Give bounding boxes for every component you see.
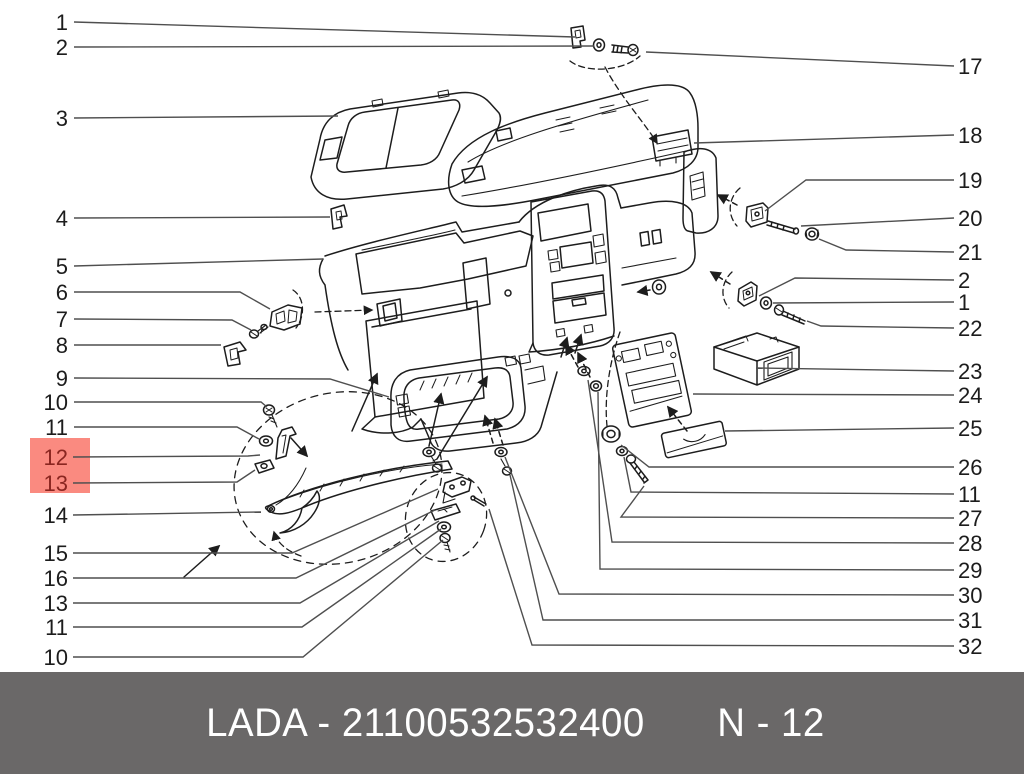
leader-line-left-13 <box>73 470 255 483</box>
arrow-to-cover <box>184 546 219 577</box>
part-label-left-13: 13 <box>43 591 68 616</box>
leader-line-right-30 <box>505 457 954 595</box>
part-label-left-5: 5 <box>55 254 68 279</box>
bolt-27 <box>627 455 649 483</box>
part-label-left-10: 10 <box>43 390 68 415</box>
arrow-12-install <box>291 438 307 456</box>
vent-grille-18 <box>652 130 692 166</box>
grommet-right-arrow <box>638 280 666 294</box>
blank-lid-25 <box>661 421 727 458</box>
leader-line-right-1 <box>773 302 954 303</box>
leader-lines <box>73 22 954 657</box>
part-label-right-30: 30 <box>958 583 983 608</box>
clip-plate-2 <box>738 282 757 306</box>
install-arrow-6 <box>315 310 372 312</box>
leader-line-left-15 <box>73 489 438 553</box>
part-label-right-25: 25 <box>958 416 983 441</box>
leader-line-right-17 <box>646 52 954 66</box>
leader-line-right-26 <box>621 445 954 467</box>
part-label-left-7: 7 <box>55 307 68 332</box>
clip-4 <box>331 205 347 229</box>
spring-nut-13 <box>255 460 274 473</box>
screw-7 <box>250 325 269 339</box>
leader-line-left-16 <box>73 510 435 578</box>
part-label-right-31: 31 <box>958 608 983 633</box>
leader-line-right-21 <box>819 239 954 252</box>
dashed-arc-6 <box>293 290 302 328</box>
part-label-right-11: 11 <box>958 482 981 507</box>
bezel-screw-washer <box>423 448 442 473</box>
leader-line-left-3 <box>74 116 338 118</box>
footer-part-number: LADA - 21100532532400 <box>205 700 645 745</box>
console-faceplate-24 <box>612 332 692 427</box>
clip-plate-16 <box>431 504 460 520</box>
part-label-right-23: 23 <box>958 359 983 384</box>
part-label-right-27: 27 <box>958 506 983 531</box>
part-label-right-18: 18 <box>958 123 983 148</box>
leader-line-left-1 <box>74 22 575 37</box>
leader-line-left-5 <box>74 259 323 266</box>
part-label-left-14: 14 <box>43 503 68 528</box>
center-stack-panel <box>529 191 614 355</box>
leader-line-right-24 <box>693 394 954 395</box>
leader-line-left-13 <box>73 521 439 603</box>
install-arrow-19 <box>718 195 737 205</box>
column-cover-14 <box>266 461 452 533</box>
leader-line-right-18 <box>694 135 954 143</box>
part-label-left-2: 2 <box>55 35 68 60</box>
part-label-left-12-highlighted: 12 <box>43 445 68 470</box>
screw-10 <box>264 405 278 427</box>
screw-10-lower <box>440 534 450 553</box>
stud-20 <box>767 221 799 234</box>
footer-page-ref: N - 12 <box>717 700 826 745</box>
part-label-right-24: 24 <box>958 383 983 408</box>
footer-bar <box>0 672 1024 774</box>
part-label-left-8: 8 <box>55 333 68 358</box>
hook-pin-32 <box>471 496 486 506</box>
leader-line-right-2 <box>759 278 954 296</box>
part-label-left-16: 16 <box>43 566 68 591</box>
washer-11-right <box>617 447 628 456</box>
part-label-right-17: 17 <box>958 54 983 79</box>
dashed-arc-19 <box>730 188 740 226</box>
leader-line-right-22 <box>807 321 954 328</box>
washer-screw-30-31 <box>495 448 512 476</box>
install-arrow-2 <box>711 272 730 284</box>
part-label-right-32: 32 <box>958 634 983 659</box>
part-label-left-10: 10 <box>43 645 68 670</box>
grommet-26 <box>602 426 620 442</box>
leader-line-right-25 <box>725 428 954 431</box>
part-label-left-3: 3 <box>55 106 68 131</box>
diagram-art <box>184 26 819 586</box>
leader-line-right-31 <box>510 475 954 620</box>
leader-line-left-14 <box>73 512 261 515</box>
bracket-15 <box>443 477 471 503</box>
part-label-left-9: 9 <box>55 366 68 391</box>
part-label-right-22: 22 <box>958 316 983 341</box>
part-label-left-6: 6 <box>55 280 68 305</box>
leader-line-left-12 <box>73 455 260 457</box>
leader-line-right-19 <box>765 180 954 211</box>
screw-22 <box>775 305 806 324</box>
leader-line-left-10 <box>74 402 267 407</box>
leader-line-left-4 <box>74 217 330 218</box>
dashed-arc-2 <box>723 272 732 308</box>
part-label-left-11: 11 <box>45 415 68 440</box>
storage-box-23 <box>714 333 799 385</box>
leader-line-left-9 <box>74 378 389 397</box>
bracket-8 <box>224 342 246 366</box>
bracket-12 <box>276 427 296 459</box>
leader-line-right-27 <box>621 486 954 518</box>
part-label-right-20: 20 <box>958 206 983 231</box>
part-label-right-1: 1 <box>958 290 971 315</box>
dash-right-end-cap <box>683 149 718 233</box>
part-label-right-28: 28 <box>958 531 983 556</box>
leader-line-left-2 <box>74 46 594 47</box>
part-label-right-19: 19 <box>958 168 983 193</box>
part-label-right-21: 21 <box>958 240 983 265</box>
screw-top <box>612 45 638 56</box>
part-label-right-29: 29 <box>958 558 983 583</box>
clip-plate-19 <box>746 203 768 227</box>
part-label-left-1: 1 <box>55 10 68 35</box>
part-label-right-26: 26 <box>958 455 983 480</box>
part-label-left-11: 11 <box>45 615 68 640</box>
main-dash-body <box>319 185 695 451</box>
nut-21 <box>806 228 819 240</box>
leader-line-left-7 <box>74 319 251 330</box>
leader-line-right-20 <box>801 218 954 226</box>
cluster-bezel-9 <box>391 354 545 441</box>
part-label-right-2: 2 <box>958 268 971 293</box>
leader-line-right-32 <box>489 509 954 646</box>
mount-arrow-6 <box>495 419 503 445</box>
part-label-left-13-highlighted: 13 <box>43 471 68 496</box>
leader-line-left-6 <box>74 292 270 309</box>
leader-line-left-11 <box>74 427 259 439</box>
washer-top <box>594 39 605 51</box>
part-label-left-15: 15 <box>43 541 68 566</box>
upper-dash-shell <box>449 85 698 206</box>
washer-11 <box>260 436 273 446</box>
part-labels <box>44 10 983 670</box>
part-label-left-4: 4 <box>55 206 68 231</box>
leader-line-left-10 <box>73 540 443 657</box>
top-trim-panel <box>311 90 500 199</box>
leader-line-right-11 <box>624 457 954 494</box>
washer-1 <box>761 297 772 309</box>
